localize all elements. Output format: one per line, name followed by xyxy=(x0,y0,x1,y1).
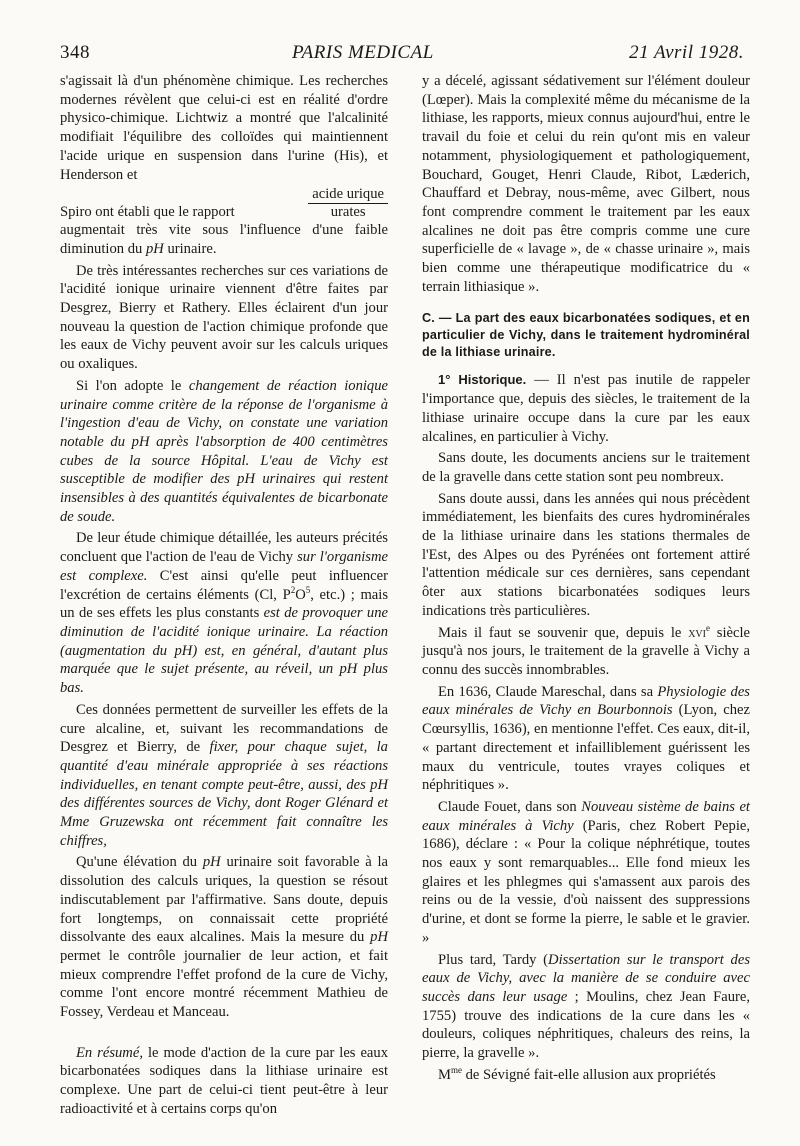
paragraph: De très intéressantes recherches sur ces variations de l'acidité ionique urinaire viennent d'être faites par Desgrez, Bierry et Rathery. Elles éclairent d'un jour nouveau la question de l'action chimique profonde que les eaux de Vichy peuvent avoir sur les calculs uriques ou oxaliques. xyxy=(60,262,388,373)
issue-date: 21 Avril 1928. xyxy=(629,42,744,63)
two-column-body xyxy=(60,72,750,1119)
paragraph: s'agissait là d'un phénomène chimique. Les recherches modernes révèlent que celui-ci est en réalité d'ordre physico-chimique. Lichtwiz a montré que l'alcalinité modifiait l'équilibre des colloïdes qui maintiennent l'acide urique en suspension dans l'urine (His), et Henderson et xyxy=(60,73,388,183)
right-column xyxy=(422,72,750,1119)
paragraph: Sans doute, les documents anciens sur le traitement de la gravelle dans cette station sont peu nombreux. xyxy=(422,450,750,485)
paragraph: De leur étude chimique détaillée, les auteurs précités concluent que l'action de l'eau de Vichy sur l'organisme est complexe. C'est ainsi qu'elle peut influencer l'excrétion de certains éléments (Cl, $P^2O^5$, etc.) ; mais un de ses effets les plus constants est de provoquer une diminution de l'acidité ionique urinaire. La réaction (augmentation du pH) est, en général, d'autant plus marquée que le sujet présente, au réveil, un pH plus bas. xyxy=(60,530,389,697)
journal-page xyxy=(60,38,750,1119)
paragraph: y a décelé, agissant sédativement sur l'élément douleur (Lœper). Mais la complexité même du mécanisme de la lithiase, les rapports, mieux connus aujourd'hui, entre le travail du foie et celui du rein qu'ont mis en valeur notamment, physiologiquement et pathologiquement, Bouchard, Gouget, Henri Claude, Ribot, Læderich, Chauffard et Debray, nous-même, avec Gilbert, nous font comprendre comment le traitement par les eaux alcalines ne doit pas être compris comme une cure superficielle de « lavage », de « chasse urinaire », mais bien comme une thérapeutique modificatrice du « terrain lithiasique ». xyxy=(422,73,750,295)
paragraph: Mais il faut se souvenir que, depuis le xvi$^e$ siècle jusqu'à nos jours, le traitement de la gravelle à Vichy a connu des succès innombrables. xyxy=(422,622,750,678)
paragraph: augmentait très vite sous l'influence d'une faible diminution du pH urinaire. xyxy=(60,222,388,257)
journal-title: PARIS MEDICAL xyxy=(292,42,434,63)
paragraph: En résumé, le mode d'action de la cure par les eaux bicarbonatées sodiques dans la lithiase urinaire est complexe. Une part de celui-ci tient peut-être à leur radioactivité et à certains corps qu'on xyxy=(60,1044,388,1117)
paragraph: Claude Fouet, dans son Nouveau sistème de bains et eaux minérales à Vichy (Paris, chez Robert Pepie, 1686), déclare : « Pour la colique néphrétique, toutes nos eaux y sont remarquables... Elle fond mieux les glaires et les phlegmes qui s'amassent aux parois des reins ou de la vessie, d'où naissent des suppressions d'urine, et dont se forme la pierre, le sable et le gravier. » xyxy=(422,798,751,946)
paragraph: En 1636, Claude Mareschal, dans sa Physiologie des eaux minérales de Vichy en Bourbonnois (Lyon, chez Cœursyllis, 1636), en mentionne l'effet. Ces eaux, dit-il, « partant directement et infailliblement guérissent les maux du ventricule, toutes vrayes coliques et néphritiques ». xyxy=(422,683,750,794)
ratio-lead: Spiro ont établi que le rapport xyxy=(60,203,235,220)
running-header xyxy=(60,38,750,68)
paragraph: Ces données permettent de surveiller les effets de la cure alcaline, et, suivant les recommandations de Desgrez et Bierry, de fixer, pour chaque sujet, la quantité d'eau minérale appropriée à ses réactions individuelles, en tenant compte peut-être, aussi, des pH des différentes sources de Vichy, dont Roger Glénard et Mme Gruzewska ont récemment fait connaître les chiffres, xyxy=(60,701,388,849)
section-heading: C. — La part des eaux bicarbonatées sodiques, et en particulier de Vichy, dans le traitement hydrominéral de la lithiase urinaire. xyxy=(422,311,750,360)
ratio-line xyxy=(60,186,388,221)
ratio-fraction xyxy=(308,186,388,221)
subsection-label: 1° Historique. xyxy=(438,372,527,388)
paragraph: Plus tard, Tardy (Dissertation sur le transport des eaux de Vichy, avec la manière de se conduire avec succès dans leur usage ; Moulins, chez Jean Faure, 1755) trouve des indications de la cure dans les « douleurs, coliques néphritiques, chaleurs des reins, la pierre, la gravelle ». xyxy=(422,951,750,1062)
page-number: 348 xyxy=(60,42,90,63)
paragraph: 1° Historique. — Il n'est pas inutile de rappeler l'importance que, depuis des siècles, le traitement de la lithiase urinaire occupe dans la cure par les eaux alcalines, en particulier à Vichy. xyxy=(422,372,750,445)
paragraph: $M^{me}$ de Sévigné fait-elle allusion aux propriétés xyxy=(438,1064,716,1083)
fraction-numerator: acide urique xyxy=(308,186,388,204)
fraction-denominator: urates xyxy=(330,204,366,221)
paragraph: Si l'on adopte le changement de réaction ionique urinaire comme critère de la réponse de l'organisme à l'ingestion d'eau de Vichy, on constate une variation notable du pH après l'absorption de 400 centimètres cubes de la source Hôpital. L'eau de Vichy est susceptible de modifier des pH urinaires qui restent insensibles à des quantités équivalentes de bicarbonate de soude. xyxy=(60,377,388,525)
paragraph: Sans doute aussi, dans les années qui nous précèdent immédiatement, les bienfaits des cures hydrominérales de la lithiase urinaire dans les stations thermales de l'Est, des Alpes ou des Pyrénées ont fortement attiré l'attention médicale sur ces dernières, sans cependant ôter aux stations bicarbonatées sodiques leurs indications très particulières. xyxy=(422,490,750,619)
paragraph: Qu'une élévation du pH urinaire soit favorable à la dissolution des calculs uriques, la question se résout indiscutablement par l'affirmative. Sans doute, depuis fort longtemps, on connaissait cette propriété dissolvante des eaux alcalines. Mais la mesure du pH permet le contrôle journalier de leur action, et fait mieux comprendre l'effet profond de la cure de Vichy, comme l'ont encore montré récemment Mathieu de Fossey, Verdeau et Manceau. xyxy=(60,854,389,1021)
left-column xyxy=(60,72,388,1119)
